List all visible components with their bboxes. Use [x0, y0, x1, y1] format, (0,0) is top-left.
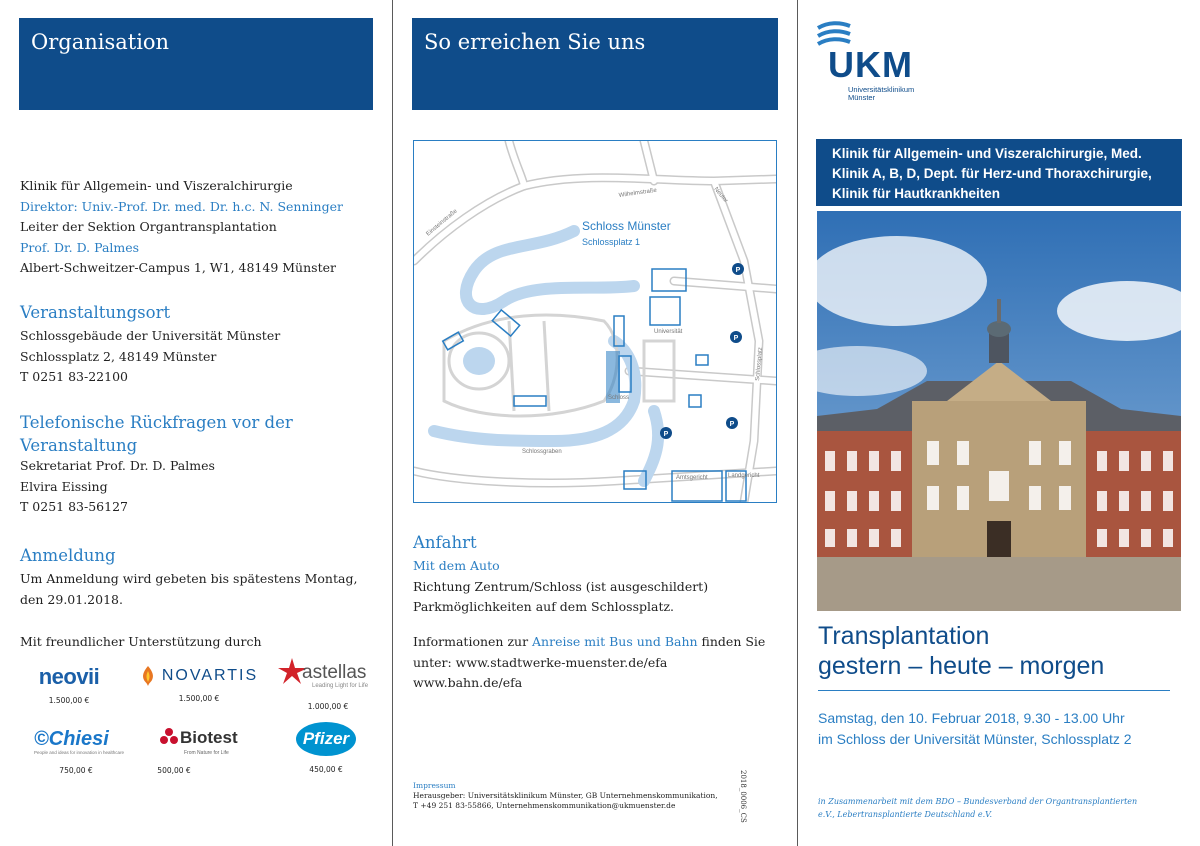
street-label: Wilhelmstraße [618, 187, 658, 199]
auto-line: Parkmöglichkeiten auf dem Schlossplatz. [413, 599, 675, 614]
clinic-line: Klinik für Hautkrankheiten [832, 186, 1001, 201]
svg-text:P: P [733, 335, 739, 342]
sponsor-amount: 500,00 € [157, 766, 191, 775]
sponsor-amount: 1.500,00 € [178, 694, 220, 703]
venue-line: Schlossgebäude der Universität Münster [20, 328, 281, 343]
auto-title: Mit dem Auto [413, 558, 500, 573]
clinic-banner [816, 139, 1182, 206]
event-title-line1: Transplantation [818, 622, 990, 650]
event-date: Samstag, den 10. Februar 2018, 9.30 - 13.00 Uhr [818, 710, 1125, 726]
org-line: Leiter der Sektion Organtransplantation [20, 219, 277, 234]
directions-header [412, 18, 778, 110]
info-url-bahn[interactable]: www.bahn.de/efa [413, 675, 523, 690]
anfahrt-title: Anfahrt [413, 533, 477, 552]
chiesi-logo: ©Chiesi People and ideas for innovation in healthcare [34, 728, 125, 755]
sponsor-amount: 450,00 € [309, 765, 343, 774]
event-details [818, 708, 1188, 750]
biotest-cells-icon [160, 728, 178, 746]
cooperation-note: in Zusammenarbeit mit dem BDO – Bundesverband der Organtransplantierten e.V., Lebertransplantierte Deutschland e.V. [818, 797, 1138, 819]
venue-phone: T 0251 83-22100 [20, 369, 128, 384]
novartis-logo: NOVARTIS [134, 666, 264, 686]
sponsor-amount: 1.500,00 € [48, 696, 90, 705]
street-label: Einsteinstraße [425, 208, 459, 238]
street-label: Neutor [712, 186, 729, 205]
sponsor-pfizer [290, 722, 362, 774]
event-title [818, 622, 1178, 682]
info-url-stadtwerke[interactable]: unter: www.stadtwerke-muenster.de/efa [413, 654, 668, 670]
registration-block [20, 543, 380, 610]
map-label: Landgericht [728, 473, 760, 479]
impressum-title: Impressum [413, 781, 456, 790]
organisation-title: Organisation [31, 30, 170, 54]
map-label: Schloss [608, 395, 630, 401]
castle-photo [817, 211, 1181, 611]
sponsor-amount: 750,00 € [59, 766, 93, 775]
org-line-leader: Prof. Dr. D. Palmes [20, 239, 140, 255]
venue-block [20, 300, 380, 388]
astellas-logo: astellas Leading Light for Life [276, 658, 380, 690]
event-title-line2: gestern – heute – morgen [818, 652, 1105, 680]
phone-title-2: Veranstaltung [20, 436, 138, 455]
map-label: Amtsgericht [676, 475, 708, 481]
schloss-address: Schlossplatz 1 [582, 237, 641, 247]
print-code: 2018_0006_CS [739, 770, 747, 823]
schloss-title: Schloss Münster [582, 219, 671, 233]
sponsor-amount: 1.000,00 € [307, 702, 349, 711]
ukm-logo [816, 16, 926, 106]
impressum-line: Herausgeber: Universitätsklinikum Münster, GB Unternehmenskommunikation, [413, 791, 718, 800]
ukm-logo-text: UKM [828, 44, 913, 85]
panel-organisation [0, 0, 392, 846]
map-drawing [414, 141, 776, 502]
phone-number: T 0251 83-56127 [20, 499, 128, 514]
support-text: Mit freundlicher Unterstützung durch [20, 634, 262, 649]
sponsor-novartis [134, 666, 264, 703]
sponsor-neovii [24, 664, 114, 705]
registration-line: den 29.01.2018. [20, 591, 123, 607]
svg-text:P: P [729, 421, 735, 428]
org-line: Klinik für Allgemein- und Viszeralchirurgie [20, 178, 293, 193]
panel-cover [798, 0, 1200, 846]
venue-line: Schlossplatz 2, 48149 Münster [20, 348, 217, 364]
phone-line: Sekretariat Prof. Dr. D. Palmes [20, 458, 215, 473]
castle-illustration [817, 211, 1181, 611]
venue-title: Veranstaltungsort [20, 303, 171, 322]
svg-text:P: P [735, 267, 741, 274]
phone-line: Elvira Eissing [20, 478, 108, 494]
directions-title: So erreichen Sie uns [424, 30, 646, 54]
organisation-block [20, 176, 380, 279]
clinic-line: Klinik für Allgemein- und Viszeralchirurgie, Med. [832, 146, 1142, 161]
impressum-block [413, 781, 743, 811]
svg-text:P: P [663, 431, 669, 438]
ukm-logo-sub: Universitätsklinikum Münster [848, 85, 915, 102]
phone-title: Telefonische Rückfragen vor der [20, 413, 293, 432]
event-place: im Schloss der Universität Münster, Schlossplatz 2 [818, 731, 1132, 747]
sponsor-astellas [276, 658, 380, 711]
sponsor-biotest [152, 726, 242, 775]
org-line-address: Albert-Schweitzer-Campus 1, W1, 48149 Münster [20, 260, 336, 275]
org-line-director: Direktor: Univ.-Prof. Dr. med. Dr. h.c. N. Senninger [20, 198, 343, 214]
street-label: Schlossgraben [522, 449, 562, 455]
bus-bahn-link[interactable]: Anreise mit Bus und Bahn [532, 634, 698, 649]
impressum-line: T +49 251 83-55866, Unternehmenskommunikation@ukmuenster.de [413, 801, 676, 810]
pfizer-logo: Pfizer [296, 722, 356, 756]
neovii-logo: neovii [38, 664, 100, 689]
map-label: Universität [654, 329, 683, 335]
registration-line: Um Anmeldung wird gebeten bis spätestens Montag, [20, 571, 358, 586]
street-label: Schlossplatz [755, 347, 764, 382]
panel-directions [393, 0, 797, 846]
phone-block [20, 410, 380, 518]
organisation-header [19, 18, 373, 110]
anfahrt-block [413, 530, 783, 618]
biotest-logo: Biotest From Nature for Life [152, 726, 242, 758]
clinic-line: Klinik A, B, D, Dept. für Herz-und Thoraxchirurgie, [832, 166, 1152, 181]
novartis-flame-icon [140, 666, 156, 686]
location-map[interactable] [413, 140, 777, 503]
auto-line: Richtung Zentrum/Schloss (ist ausgeschildert) [413, 578, 709, 594]
title-divider [818, 690, 1170, 691]
info-block: Informationen zur Anreise mit Bus und Bahn finden Sie unter: www.stadtwerke-muenster.de/efa www.bahn.de/efa [413, 632, 783, 694]
registration-title: Anmeldung [20, 546, 116, 565]
